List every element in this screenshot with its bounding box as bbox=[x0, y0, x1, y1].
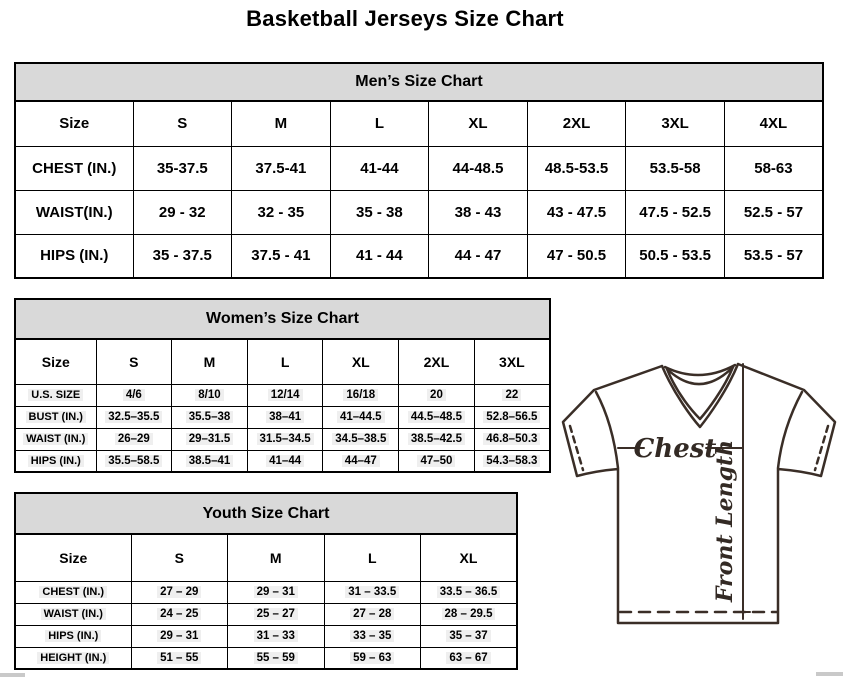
table-row bbox=[15, 428, 550, 450]
cell: 44 - 47 bbox=[429, 234, 528, 278]
womens-table-title: Women’s Size Chart bbox=[15, 299, 550, 339]
cell: 48.5-53.5 bbox=[527, 146, 626, 190]
mens-hips-label: HIPS (IN.) bbox=[15, 234, 133, 278]
table-row bbox=[15, 450, 550, 472]
cell: 38 - 43 bbox=[429, 190, 528, 234]
cell: 22 bbox=[474, 384, 550, 406]
mens-header-row bbox=[15, 101, 823, 146]
cell: 44-48.5 bbox=[429, 146, 528, 190]
youth-col-s: S bbox=[131, 534, 228, 581]
mens-col-l: L bbox=[330, 101, 429, 146]
cell: 59 – 63 bbox=[324, 647, 421, 669]
table-row bbox=[15, 625, 517, 647]
cell: 34.5–38.5 bbox=[323, 428, 399, 450]
cell: 29–31.5 bbox=[172, 428, 248, 450]
cell: 41–44.5 bbox=[323, 406, 399, 428]
mens-waist-label: WAIST(IN.) bbox=[15, 190, 133, 234]
cell: 47.5 - 52.5 bbox=[626, 190, 725, 234]
mens-table-title: Men’s Size Chart bbox=[15, 63, 823, 101]
table-row bbox=[15, 647, 517, 669]
mens-col-xl: XL bbox=[429, 101, 528, 146]
cell: 38.5–41 bbox=[172, 450, 248, 472]
youth-waist-label: WAIST (IN.) bbox=[15, 603, 131, 625]
table-row bbox=[15, 234, 823, 278]
womens-col-3xl: 3XL bbox=[474, 339, 550, 384]
youth-table-title: Youth Size Chart bbox=[15, 493, 517, 534]
cell: 43 - 47.5 bbox=[527, 190, 626, 234]
cell: 33.5 – 36.5 bbox=[421, 581, 518, 603]
youth-col-l: L bbox=[324, 534, 421, 581]
cell: 53.5 - 57 bbox=[724, 234, 823, 278]
jersey-diagram bbox=[556, 356, 842, 631]
jersey-cuff-left-dashed bbox=[570, 426, 583, 470]
cell: 35 - 38 bbox=[330, 190, 429, 234]
cell: 38–41 bbox=[247, 406, 323, 428]
front-length-measure-line bbox=[736, 364, 750, 619]
cell: 31 – 33.5 bbox=[324, 581, 421, 603]
youth-col-m: M bbox=[228, 534, 325, 581]
youth-header-row bbox=[15, 534, 517, 581]
mens-table-title-row bbox=[15, 63, 823, 101]
youth-size-table bbox=[14, 492, 518, 670]
cell: 37.5 - 41 bbox=[232, 234, 331, 278]
mens-col-3xl: 3XL bbox=[626, 101, 725, 146]
cell: 8/10 bbox=[172, 384, 248, 406]
mens-chest-label: CHEST (IN.) bbox=[15, 146, 133, 190]
womens-col-s: S bbox=[96, 339, 172, 384]
scrollbar-fragment-right bbox=[816, 672, 843, 676]
cell: 41-44 bbox=[330, 146, 429, 190]
cell: 53.5-58 bbox=[626, 146, 725, 190]
cell: 29 – 31 bbox=[131, 625, 228, 647]
cell: 52.8–56.5 bbox=[474, 406, 550, 428]
womens-size-header: Size bbox=[15, 339, 96, 384]
cell: 46.8–50.3 bbox=[474, 428, 550, 450]
youth-height-label: HEIGHT (IN.) bbox=[15, 647, 131, 669]
scrollbar-fragment-left bbox=[0, 673, 25, 677]
cell: 35 – 37 bbox=[421, 625, 518, 647]
cell: 29 - 32 bbox=[133, 190, 232, 234]
cell: 41 - 44 bbox=[330, 234, 429, 278]
cell: 25 – 27 bbox=[228, 603, 325, 625]
front-length-label: Front Length bbox=[712, 439, 738, 603]
mens-col-s: S bbox=[133, 101, 232, 146]
youth-size-header: Size bbox=[15, 534, 131, 581]
cell: 35.5–58.5 bbox=[96, 450, 172, 472]
cell: 47–50 bbox=[399, 450, 475, 472]
youth-col-xl: XL bbox=[421, 534, 518, 581]
cell: 58-63 bbox=[724, 146, 823, 190]
cell: 37.5-41 bbox=[232, 146, 331, 190]
womens-hips-label: HIPS (IN.) bbox=[15, 450, 96, 472]
table-row bbox=[15, 384, 550, 406]
cell: 33 – 35 bbox=[324, 625, 421, 647]
table-row bbox=[15, 603, 517, 625]
womens-header-row bbox=[15, 339, 550, 384]
cell: 50.5 - 53.5 bbox=[626, 234, 725, 278]
table-row bbox=[15, 581, 517, 603]
cell: 35-37.5 bbox=[133, 146, 232, 190]
youth-chest-label: CHEST (IN.) bbox=[15, 581, 131, 603]
mens-col-4xl: 4XL bbox=[724, 101, 823, 146]
cell: 41–44 bbox=[247, 450, 323, 472]
cell: 35.5–38 bbox=[172, 406, 248, 428]
cell: 31 – 33 bbox=[228, 625, 325, 647]
cell: 54.3–58.3 bbox=[474, 450, 550, 472]
cell: 38.5–42.5 bbox=[399, 428, 475, 450]
womens-waist-label: WAIST (IN.) bbox=[15, 428, 96, 450]
cell: 32.5–35.5 bbox=[96, 406, 172, 428]
cell: 12/14 bbox=[247, 384, 323, 406]
womens-bust-label: BUST (IN.) bbox=[15, 406, 96, 428]
cell: 4/6 bbox=[96, 384, 172, 406]
chest-label: Chest bbox=[633, 434, 717, 464]
womens-col-l: L bbox=[247, 339, 323, 384]
youth-table-title-row bbox=[15, 493, 517, 534]
mens-col-m: M bbox=[232, 101, 331, 146]
mens-col-2xl: 2XL bbox=[527, 101, 626, 146]
jersey-armhole-left bbox=[596, 392, 618, 468]
womens-table-title-row bbox=[15, 299, 550, 339]
mens-size-header: Size bbox=[15, 101, 133, 146]
mens-size-table bbox=[14, 62, 824, 279]
jersey-cuff-right-dashed bbox=[815, 426, 828, 470]
womens-ussize-label: U.S. SIZE bbox=[15, 384, 96, 406]
jersey-outline bbox=[563, 364, 835, 623]
table-row bbox=[15, 406, 550, 428]
youth-hips-label: HIPS (IN.) bbox=[15, 625, 131, 647]
cell: 35 - 37.5 bbox=[133, 234, 232, 278]
cell: 16/18 bbox=[323, 384, 399, 406]
table-row bbox=[15, 190, 823, 234]
cell: 51 – 55 bbox=[131, 647, 228, 669]
womens-col-xl: XL bbox=[323, 339, 399, 384]
cell: 20 bbox=[399, 384, 475, 406]
page-title: Basketball Jerseys Size Chart bbox=[246, 6, 564, 31]
cell: 44–47 bbox=[323, 450, 399, 472]
cell: 52.5 - 57 bbox=[724, 190, 823, 234]
cell: 44.5–48.5 bbox=[399, 406, 475, 428]
cell: 31.5–34.5 bbox=[247, 428, 323, 450]
cell: 27 – 29 bbox=[131, 581, 228, 603]
cell: 26–29 bbox=[96, 428, 172, 450]
womens-col-m: M bbox=[172, 339, 248, 384]
womens-col-2xl: 2XL bbox=[399, 339, 475, 384]
cell: 27 – 28 bbox=[324, 603, 421, 625]
cell: 29 – 31 bbox=[228, 581, 325, 603]
cell: 24 – 25 bbox=[131, 603, 228, 625]
cell: 47 - 50.5 bbox=[527, 234, 626, 278]
cell: 63 – 67 bbox=[421, 647, 518, 669]
cell: 28 – 29.5 bbox=[421, 603, 518, 625]
cell: 32 - 35 bbox=[232, 190, 331, 234]
jersey-armhole-right bbox=[778, 392, 802, 468]
cell: 55 – 59 bbox=[228, 647, 325, 669]
womens-size-table bbox=[14, 298, 551, 473]
table-row bbox=[15, 146, 823, 190]
